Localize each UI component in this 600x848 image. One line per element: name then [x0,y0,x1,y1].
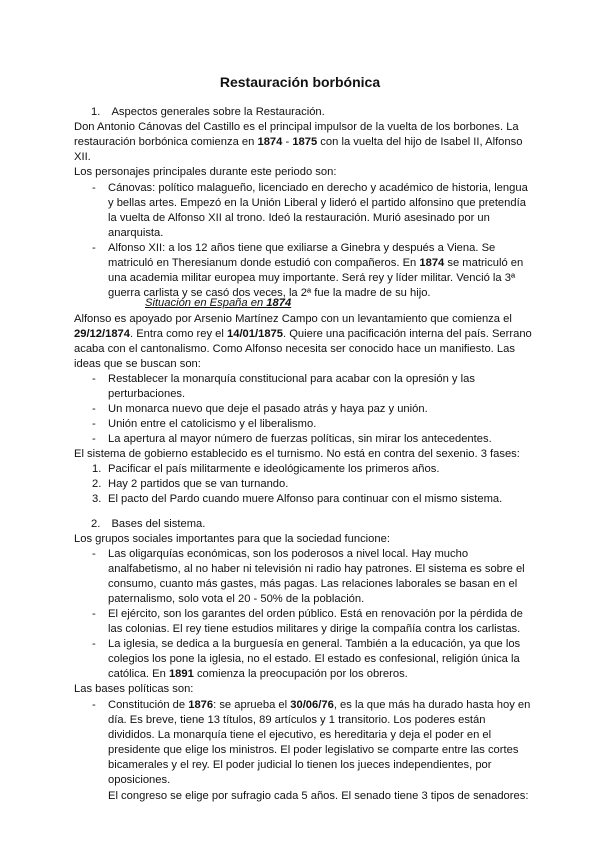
bullet-dash: - [92,433,96,445]
canovas-line-1: Cánovas: político malagueño, licenciado en derecho y académico de historia, lengua [108,182,528,194]
alfonso-line-3: una academia militar europea muy importante. Será rey y líder militar. Venció la 3ª [108,272,516,284]
phase-2-number: 2. [92,478,102,490]
subsection-title [145,296,291,311]
text-run: , es la que más ha durado hasta hoy en [333,699,531,711]
document-title: Restauración borbónica [219,74,381,90]
group-1-line-3: consumo, cuanto más gastes, más pagas. Las relaciones laborales se basan en el [108,578,518,590]
phase-1-number: 1. [92,463,102,475]
group-3-line-1: La iglesia, se dedica a la burguesía en general. También a la educación, ya que los [108,638,521,650]
paragraph-3-line-3: acaba con el cantonalismo. Como Alfonso necesita ser conocido hace un manifiesto. Las [74,343,515,355]
date-bold: 14/01/1875 [227,328,283,340]
canovas-line-3: la vuelta de Alfonso XII al trono. Ideó la restauración. Murió asesinado por un [108,212,490,224]
constitution-line-5: bicamerales y el rey. El poder judicial lo tienen los jueces independientes, por [108,759,492,771]
paragraph-4: El sistema de gobierno establecido es el turnismo. No está en contra del sexenio. 3 fases: [74,448,520,460]
section-1-number: 1. [91,106,101,118]
bullet-dash: - [92,403,96,415]
section-2-heading [91,517,205,532]
bullet-dash: - [92,548,96,560]
group-3-line-3 [108,667,408,682]
paragraph-3-line-4: ideas que se buscan son: [74,358,201,370]
alfonso-line-2 [108,256,523,271]
phase-3-number: 3. [92,493,102,505]
year-1876: 1876 [188,699,214,711]
group-2-line-2: las colonias. El rey tiene estudios militares y dirige la compañía contra los carlistas. [108,623,521,635]
text-run: - [282,136,293,148]
section-1-title: Aspectos generales sobre la Restauración. [111,106,325,118]
paragraph-3-line-2 [74,327,532,342]
text-run: . Entra como rey el [130,328,227,340]
text-run: comienza la preocupación por los obreros. [193,668,408,680]
bullet-dash: - [92,638,96,650]
section-2-number: 2. [91,518,101,530]
idea-1-line-1: Restablecer la monarquía constitucional para acabar con la opresión y las [108,373,475,385]
text-run: Situación en España en [145,297,267,309]
year-1891: 1891 [168,668,194,680]
alfonso-line-1: Alfonso XII: a los 12 años tiene que exiliarse a Ginebra y después a Viena. Se [108,242,496,254]
canovas-line-4: anarquista. [108,227,164,239]
paragraph-1-line-2 [74,135,522,150]
section-2-title: Bases del sistema. [111,518,206,530]
date-bold: 29/12/1874 [74,328,130,340]
phase-2: Hay 2 partidos que se van turnando. [108,478,289,490]
date-bold: 30/06/76 [290,699,334,711]
constitution-line-2: día. Es breve, tiene 13 títulos, 89 artículos y 1 transitorio. Los poderes están [108,714,486,726]
text-run: con la vuelta del hijo de Isabel II, Alfonso [317,136,523,148]
year-1874: 1874 [266,297,292,309]
constitution-line-6: oposiciones. [108,774,171,786]
bullet-dash: - [92,242,96,254]
text-run: : se aprueba el [213,699,291,711]
group-1-line-4: paternalismo, solo vota el 20 - 50% de la población. [108,593,365,605]
paragraph-2: Los personajes principales durante este periodo son: [74,166,337,178]
text-run: restauración borbónica comienza en [74,136,258,148]
constitution-line-3: divididos. La monarquía tiene el ejecutivo, es hereditaria y deja el poder en el [108,729,492,741]
bullet-dash: - [92,418,96,430]
bullet-dash: - [92,373,96,385]
phase-3: El pacto del Pardo cuando muere Alfonso para continuar con el mismo sistema. [108,493,503,505]
idea-2: Un monarca nuevo que deje el pasado atrás y haya paz y unión. [108,403,428,415]
paragraph-1-line-1: Don Antonio Cánovas del Castillo es el principal impulsor de la vuelta de los borbones. La [74,121,519,133]
group-2-line-1: El ejército, son los garantes del orden público. Está en renovación por la pérdida de [108,608,523,620]
idea-1-line-2: perturbaciones. [108,388,186,400]
group-3-line-2: colegios los pone la iglesia, no el estado. El estado es confesional, religión única la [108,653,520,665]
paragraph-6: Las bases políticas son: [74,683,194,695]
text-run: católica. En [108,668,169,680]
section-1-heading [91,105,325,120]
paragraph-5: Los grupos sociales importantes para que la sociedad funcione: [74,533,390,545]
idea-4: La apertura al mayor número de fuerzas políticas, sin mirar los antecedentes. [108,433,492,445]
text-run: matriculó en Theresianum donde estudió con compañeros. En [108,257,420,269]
constitution-line-7: El congreso se elige por sufragio cada 5 años. El senado tiene 3 tipos de senadores: [108,790,529,802]
bullet-dash: - [92,182,96,194]
bullet-dash: - [92,608,96,620]
constitution-line-4: presidente que elige los ministros. El poder legislativo se comparte entre las cortes [108,744,519,756]
text-run: Constitución de [108,699,189,711]
text-run: se matriculó en [444,257,524,269]
year-1875: 1875 [292,136,318,148]
bullet-dash: - [92,699,96,711]
idea-3: Unión entre el catolicismo y el liberalismo. [108,418,317,430]
canovas-line-2: y bellas artes. Empezó en la Unión Liberal y lideró el partido alfonsino que pretendía [108,197,526,209]
year-1874: 1874 [257,136,283,148]
group-1-line-2: analfabetismo, al no haber ni televisión ni radio hay patrones. El sistema es sobre el [108,563,525,575]
paragraph-3-line-1: Alfonso es apoyado por Arsenio Martínez Campo con un levantamiento que comienza el [74,313,512,325]
text-run: . Quiere una pacificación interna del país. Serrano [283,328,532,340]
constitution-line-1 [108,698,530,713]
year-1874: 1874 [419,257,445,269]
alfonso-line-4: guerra carlista y se casó dos veces, la 2ª fue la madre de su hijo. [108,287,431,299]
paragraph-1-line-3: XII. [74,151,91,163]
group-1-line-1: Las oligarquías económicas, son los poderosos a nivel local. Hay mucho [108,548,469,560]
phase-1: Pacificar el país militarmente e ideológicamente los primeros años. [108,463,440,475]
